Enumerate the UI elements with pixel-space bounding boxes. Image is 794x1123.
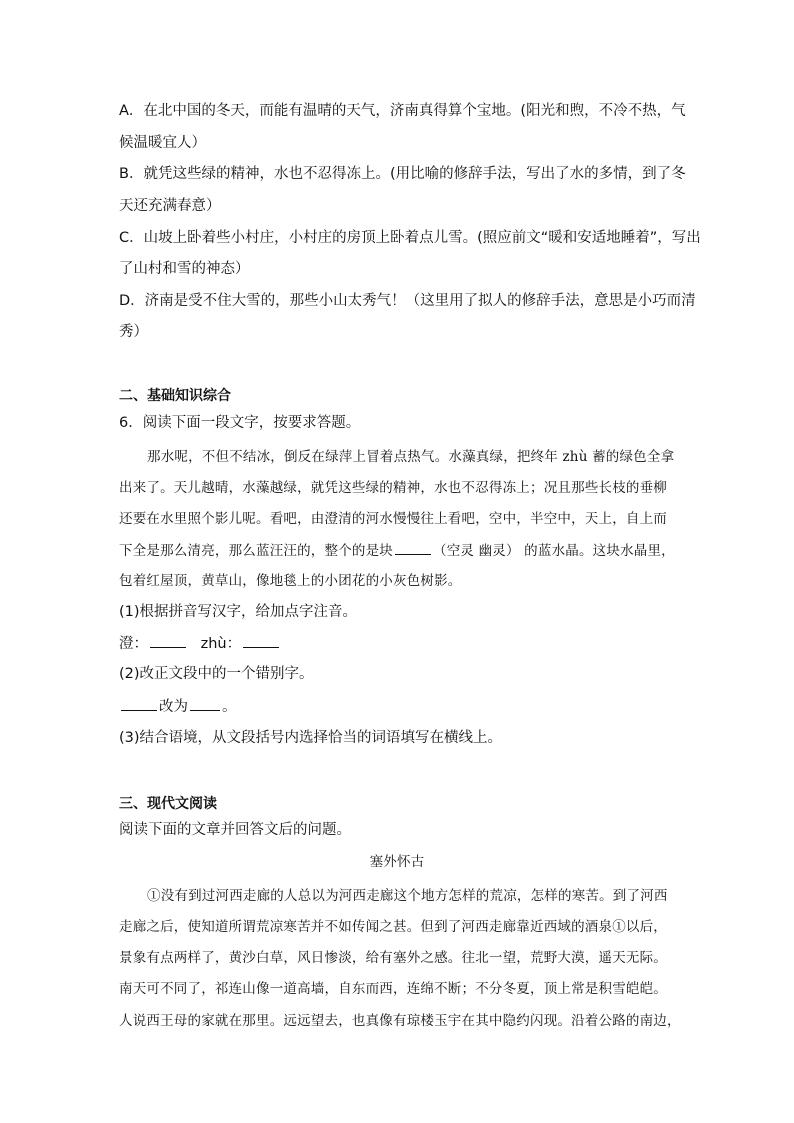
correction-end: 。 (222, 699, 237, 715)
article-title: 塞外怀古 (369, 854, 425, 870)
question6-stem: 6．阅读下面一段文字，按要求答题。 (119, 415, 361, 431)
subquestion-2-answers (119, 696, 679, 717)
article-line: 南天可不同了，祁连山像一道高墙，自东而西，连绵不断；不分冬夏，顶上常是积雪皑皑。 (119, 981, 667, 997)
option-a-line2: 候温暖宜人） (119, 135, 206, 151)
passage-line: 出来了。天儿越晴，水藻越绿，就凭这些绿的精神，水也不忍得冻上；况且那些长枝的垂柳 (119, 480, 667, 496)
option-b-line1: B．就凭这些绿的精神，水也不忍得冻上。(用比喻的修辞手法，写出了水的多情，到了冬 (119, 166, 686, 182)
passage-line: 包着红屋顶，黄草山，像地毯上的小团花的小灰色树影。 (119, 573, 462, 589)
answer-blank[interactable] (243, 633, 279, 648)
section3-intro: 阅读下面的文章并回答文后的问题。 (119, 822, 351, 838)
passage-line-suffix: （空灵 幽灵） 的蓝水晶。这块水晶里， (433, 543, 675, 559)
option-d-line2: 秀） (119, 324, 148, 340)
passage-line-prefix: 下全是那么清亮，那么蓝汪汪的，整个的是块 (119, 543, 393, 559)
article-line: 人说西王母的家就在那里。远远望去，也真像有琼楼玉宇在其中隐约闪现。沿着公路的南边， (119, 1013, 681, 1029)
correction-mid: 改为 (159, 699, 188, 715)
answer-blank[interactable] (395, 540, 431, 555)
answer-blank[interactable] (121, 696, 157, 711)
subquestion-1-answers (119, 633, 679, 654)
section2-title: 二、基础知识综合 (119, 388, 231, 404)
passage-line: 那水呢，不但不结冰，倒反在绿萍上冒着点热气。水藻真绿，把终年 zhù 蓄的绿色全拿 (147, 449, 675, 465)
passage-line-with-blank (119, 540, 679, 561)
answer-blank[interactable] (190, 696, 220, 711)
article-line: 走廊之后，使知道所谓荒凉寒苦并不如传闻之甚。但到了河西走廊靠近西域的酒泉①以后， (119, 919, 667, 935)
article-line: ①没有到过河西走廊的人总以为河西走廊这个地方怎样的荒凉，怎样的寒苦。到了河西 (147, 888, 668, 904)
option-a-line1: A．在北中国的冬天，而能有温晴的天气，济南真得算个宝地。(阳光和煦，不冷不热，气 (119, 103, 686, 119)
option-c-line1: C．山坡上卧着些小村庄，小村庄的房顶上卧着点儿雪。(照应前文“暖和安适地睡着”，写出 (119, 230, 701, 246)
option-d-line1: D．济南是受不住大雪的，那些小山太秀气！（这里用了拟人的修辞手法，意思是小巧而清 (119, 293, 696, 309)
option-b-line2: 天还充满春意） (119, 198, 221, 214)
answer-blank[interactable] (150, 633, 186, 648)
passage-line: 还要在水里照个影儿呢。看吧，由澄清的河水慢慢往上看吧，空中，半空中，天上，自上而 (119, 511, 667, 527)
subquestion-3: (3)结合语境，从文段括号内选择恰当的词语填写在横线上。 (119, 730, 503, 746)
answer-label-cheng: 澄： (119, 636, 148, 652)
answer-label-zhu: zhù： (200, 636, 242, 652)
option-c-line2: 了山村和雪的神态） (119, 261, 250, 277)
article-line: 景象有点两样了，黄沙白草，风日惨淡，给有塞外之感。往北一望，荒野大漠，遥天无际。 (119, 950, 667, 966)
subquestion-1: (1)根据拼音写汉字，给加点字注音。 (119, 604, 358, 620)
section3-title: 三、现代文阅读 (119, 796, 217, 812)
subquestion-2: (2)改正文段中的一个错别字。 (119, 666, 314, 682)
